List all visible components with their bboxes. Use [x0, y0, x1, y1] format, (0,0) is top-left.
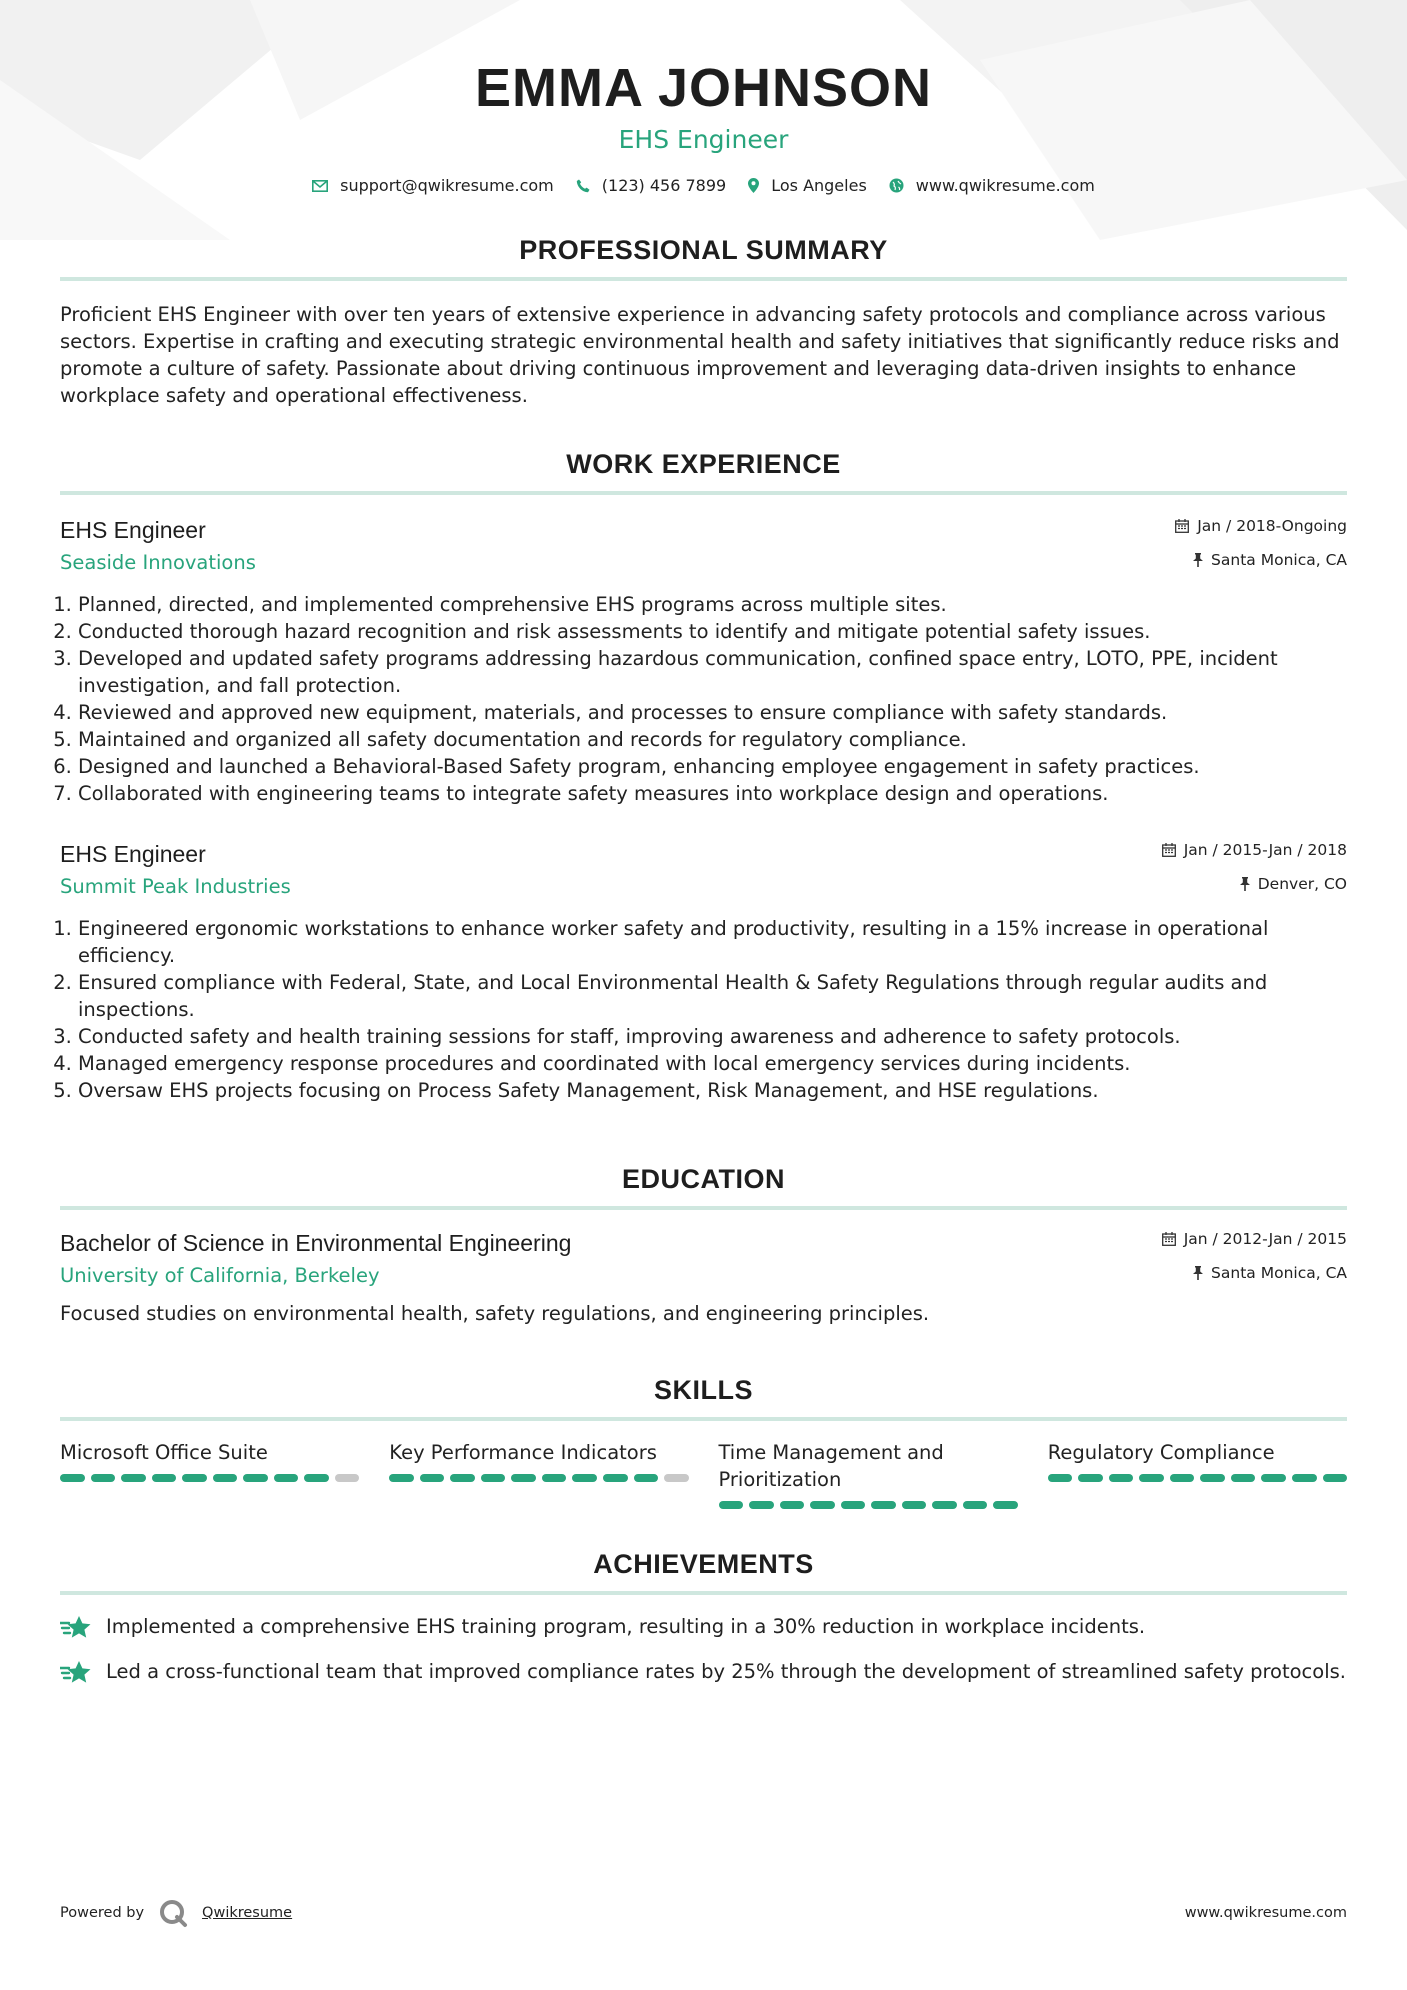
- skill-level-filled: [182, 1474, 207, 1482]
- qwikresume-logo-icon: [158, 1898, 188, 1928]
- achievement-list: [60, 1613, 1347, 1686]
- brand-link[interactable]: Qwikresume: [202, 1905, 293, 1921]
- skill-level-empty: [664, 1474, 689, 1482]
- summary-text: Proficient EHS Engineer with over ten years of extensive experience in advancing safety protocols and compliance across various sectors. Expertise in crafting and executing strategic environmental health and safety initiatives that significantly reduce risks and promote a culture of safety. Passionate about driving continuous improvement and leveraging data-driven insights to enhance workplace safety and operational effectiveness.: [60, 303, 1340, 407]
- email-text: support@qwikresume.com: [340, 176, 554, 195]
- skill-name: Microsoft Office Suite: [60, 1441, 268, 1464]
- experience-section: [60, 447, 1347, 1104]
- skills-heading: SKILLS: [653, 1375, 753, 1405]
- skills-section: [60, 1373, 1347, 1509]
- achievements-section: [60, 1547, 1347, 1686]
- skill-level-filled: [481, 1474, 506, 1482]
- achievements-heading: ACHIEVEMENTS: [593, 1549, 814, 1579]
- education-location: [1162, 1262, 1347, 1284]
- summary-section: [60, 233, 1347, 409]
- duty-list: [60, 915, 1347, 1104]
- list-item: 3. Developed and updated safety programs addressing hazardous communication, confined space entry, LOTO, PPE, incident investigation, and fall protection.: [78, 645, 1347, 699]
- skill-level-filled: [932, 1501, 957, 1509]
- achievement-item: [60, 1613, 1347, 1641]
- education-heading: EDUCATION: [622, 1164, 785, 1194]
- location: Denver, CO: [1257, 875, 1347, 893]
- skill-level-filled: [749, 1501, 774, 1509]
- duty-list: [60, 591, 1347, 807]
- job-entry: [60, 515, 1347, 807]
- location-text: Los Angeles: [771, 176, 867, 195]
- list-item: 7. Collaborated with engineering teams to integrate safety measures into workplace design and operations.: [78, 780, 1347, 807]
- skill-level-filled: [902, 1501, 927, 1509]
- powered-by-label: Powered by: [60, 1905, 145, 1921]
- experience-heading: WORK EXPERIENCE: [566, 449, 841, 479]
- skill-level-filled: [60, 1474, 85, 1482]
- calendar-icon: [1162, 843, 1176, 857]
- list-item: 5. Oversaw EHS projects focusing on Process Safety Management, Risk Management, and HSE regulations.: [78, 1077, 1347, 1104]
- skill-level-filled: [542, 1474, 567, 1482]
- skill-level-filled: [841, 1501, 866, 1509]
- contact-phone[interactable]: [576, 176, 726, 195]
- skill-name: Regulatory Compliance: [1047, 1441, 1275, 1464]
- company-name: Summit Peak Industries: [60, 875, 291, 898]
- skill-level-filled: [1261, 1474, 1286, 1482]
- skill-level-filled: [993, 1501, 1018, 1509]
- page-footer: [60, 1898, 1347, 1928]
- skill-level-bar: [389, 1474, 688, 1482]
- job-title: EHS Engineer: [60, 841, 206, 867]
- school-name: University of California, Berkeley: [60, 1264, 380, 1287]
- location: Santa Monica, CA: [1211, 1264, 1347, 1282]
- skill-level-filled: [304, 1474, 329, 1482]
- summary-heading: PROFESSIONAL SUMMARY: [519, 235, 888, 265]
- footer-website[interactable]: www.qwikresume.com: [1184, 1905, 1347, 1921]
- date-range: Jan / 2012-Jan / 2015: [1183, 1230, 1347, 1248]
- list-item: 2. Conducted thorough hazard recognition and risk assessments to identify and mitigate potential safety issues.: [78, 618, 1347, 645]
- job-location: [1175, 549, 1347, 571]
- skill-level-filled: [420, 1474, 445, 1482]
- education-section: [60, 1162, 1347, 1327]
- education-description: Focused studies on environmental health, safety regulations, and engineering principles.: [60, 1302, 930, 1325]
- job-header: [60, 839, 1347, 901]
- education-dates: [1162, 1228, 1347, 1250]
- degree-title: Bachelor of Science in Environmental Engineering: [60, 1230, 572, 1256]
- skill-level-filled: [511, 1474, 536, 1482]
- skill-level-filled: [719, 1501, 744, 1509]
- skill-name: Key Performance Indicators: [389, 1441, 657, 1464]
- powered-by: [60, 1898, 292, 1928]
- envelope-icon: [312, 180, 328, 192]
- education-meta: [1162, 1228, 1347, 1284]
- skill-level-filled: [1292, 1474, 1317, 1482]
- list-item: 6. Designed and launched a Behavioral-Based Safety program, enhancing employee engagement in safety practices.: [78, 753, 1347, 780]
- star-icon: [60, 1615, 92, 1641]
- job-dates: [1175, 515, 1347, 537]
- skill-level-bar: [719, 1501, 1018, 1509]
- list-item: 4. Reviewed and approved new equipment, materials, and processes to ensure compliance with safety standards.: [78, 699, 1347, 726]
- pushpin-icon: [1193, 1266, 1203, 1280]
- date-range: Jan / 2015-Jan / 2018: [1183, 841, 1347, 859]
- pushpin-icon: [1240, 877, 1250, 891]
- company-name: Seaside Innovations: [60, 551, 256, 574]
- list-item: 5. Maintained and organized all safety documentation and records for regulatory compliance.: [78, 726, 1347, 753]
- skill-level-filled: [1200, 1474, 1225, 1482]
- job-header: [60, 515, 1347, 577]
- section-divider: [60, 1206, 1347, 1210]
- skill-level-filled: [213, 1474, 238, 1482]
- skill-level-filled: [780, 1501, 805, 1509]
- candidate-title: EHS Engineer: [618, 125, 789, 154]
- skill-level-filled: [152, 1474, 177, 1482]
- skill-item: [389, 1439, 688, 1509]
- education-header: [60, 1228, 1347, 1290]
- star-icon: [60, 1660, 92, 1686]
- skill-level-filled: [1078, 1474, 1103, 1482]
- location: Santa Monica, CA: [1211, 551, 1347, 569]
- achievement-text: Implemented a comprehensive EHS training program, resulting in a 30% reduction in workplace incidents.: [106, 1615, 1146, 1638]
- list-item: 1. Planned, directed, and implemented comprehensive EHS programs across multiple sites.: [78, 591, 1347, 618]
- website-text: www.qwikresume.com: [915, 176, 1095, 195]
- phone-icon: [576, 179, 590, 193]
- date-range: Jan / 2018-Ongoing: [1197, 517, 1347, 535]
- section-divider: [60, 491, 1347, 495]
- job-location: [1162, 873, 1347, 895]
- list-item: 1. Engineered ergonomic workstations to enhance worker safety and productivity, resulting in a 15% increase in operational efficiency.: [78, 915, 1347, 969]
- skill-level-filled: [871, 1501, 896, 1509]
- skill-name: Time Management and Prioritization: [718, 1441, 944, 1491]
- skill-level-filled: [91, 1474, 116, 1482]
- list-item: 3. Conducted safety and health training sessions for staff, improving awareness and adherence to safety protocols.: [78, 1023, 1347, 1050]
- job-meta: [1162, 839, 1347, 895]
- section-divider: [60, 277, 1347, 281]
- skills-grid: [60, 1439, 1347, 1509]
- list-item: 2. Ensured compliance with Federal, State, and Local Environmental Health & Safety Regulations through regular audits and inspections.: [78, 969, 1347, 1023]
- skill-level-filled: [1139, 1474, 1164, 1482]
- contact-website[interactable]: [889, 176, 1095, 195]
- skill-level-filled: [389, 1474, 414, 1482]
- list-item: 4. Managed emergency response procedures and coordinated with local emergency services during incidents.: [78, 1050, 1347, 1077]
- skill-level-filled: [634, 1474, 659, 1482]
- skill-level-empty: [335, 1474, 360, 1482]
- skill-level-filled: [603, 1474, 628, 1482]
- job-title: EHS Engineer: [60, 517, 206, 543]
- skill-level-filled: [810, 1501, 835, 1509]
- job-dates: [1162, 839, 1347, 861]
- skill-level-filled: [963, 1501, 988, 1509]
- contact-bar: [60, 176, 1347, 195]
- skill-level-filled: [1048, 1474, 1073, 1482]
- skill-level-bar: [60, 1474, 359, 1482]
- section-divider: [60, 1591, 1347, 1595]
- globe-icon: [889, 178, 904, 193]
- job-meta: [1175, 515, 1347, 571]
- skill-level-filled: [572, 1474, 597, 1482]
- skill-level-filled: [1231, 1474, 1256, 1482]
- skill-level-filled: [243, 1474, 268, 1482]
- skill-level-filled: [1109, 1474, 1134, 1482]
- calendar-icon: [1162, 1232, 1176, 1246]
- skill-item: [719, 1439, 1018, 1509]
- calendar-icon: [1175, 519, 1189, 533]
- candidate-name: EMMA JOHNSON: [474, 58, 933, 118]
- skill-level-filled: [1170, 1474, 1195, 1482]
- contact-location: [748, 176, 867, 195]
- skill-level-bar: [1048, 1474, 1347, 1482]
- contact-email[interactable]: [312, 176, 554, 195]
- skill-level-filled: [121, 1474, 146, 1482]
- skill-level-filled: [274, 1474, 299, 1482]
- skill-item: [60, 1439, 359, 1509]
- phone-text: (123) 456 7899: [601, 176, 727, 195]
- pushpin-icon: [1193, 553, 1203, 567]
- skill-level-filled: [1323, 1474, 1348, 1482]
- map-pin-icon: [748, 178, 759, 193]
- job-entry: [60, 839, 1347, 1104]
- achievement-item: [60, 1658, 1347, 1686]
- skill-level-filled: [450, 1474, 475, 1482]
- section-divider: [60, 1417, 1347, 1421]
- resume-header: [60, 0, 1347, 195]
- skill-item: [1048, 1439, 1347, 1509]
- achievement-text: Led a cross-functional team that improved compliance rates by 25% through the development of streamlined safety protocols.: [106, 1660, 1346, 1683]
